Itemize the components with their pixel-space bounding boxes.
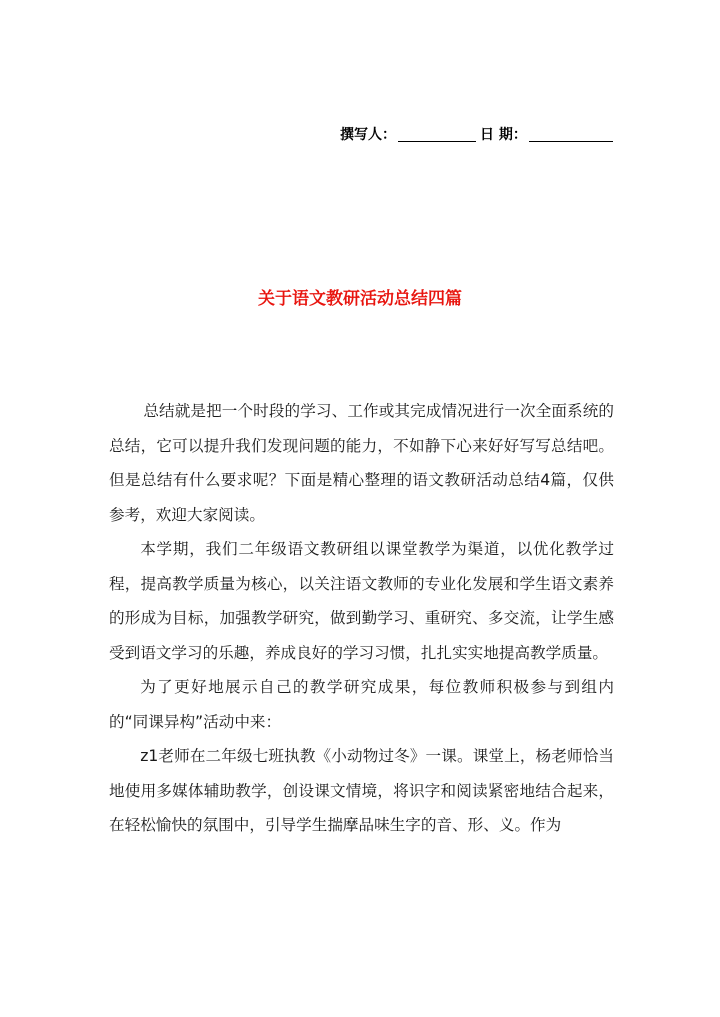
document-title: 关于语文教研活动总结四篇 bbox=[258, 289, 462, 309]
date-label: 日 期： bbox=[480, 127, 527, 143]
paragraph-semester: 本学期，我们二年级语文教研组以课堂教学为渠道，以优化教学过程，提高教学质量为核心，以关注语文教师的专业化发展和学生语文素养的形成为目标，加强教学研究，做到勤学习、重研究、多交流，让学生感受到语文学习的乐趣，养成良好的学习习惯，扎扎实实地提高教学质量。 bbox=[109, 540, 614, 662]
date-blank bbox=[529, 127, 613, 142]
paragraph-intro: 总结就是把一个时段的学习、工作或其完成情况进行一次全面系统的总结，它可以提升我们发现问题的能力，不如静下心来好好写写总结吧。但是总结有什么要求呢？下面是精心整理的语文教研活动总结4篇，仅供参考，欢迎大家阅读。 bbox=[109, 402, 614, 524]
paragraph-showcase: 为了更好地展示自己的教学研究成果，每位教师积极参与到组内的“同课异构”活动中来： bbox=[109, 678, 614, 731]
author-label: 撰写人： bbox=[340, 127, 396, 143]
document-body bbox=[109, 394, 614, 843]
author-blank bbox=[398, 127, 476, 142]
paragraph-lesson: z1老师在二年级七班执教《小动物过冬》一课。课堂上，杨老师恰当地使用多媒体辅助教学，创设课文情境，将识字和阅读紧密地结合起来，在轻松愉快的氛围中，引导学生揣摩品味生字的音、形、义。作为 bbox=[109, 747, 614, 834]
header-signature-line bbox=[340, 124, 617, 144]
